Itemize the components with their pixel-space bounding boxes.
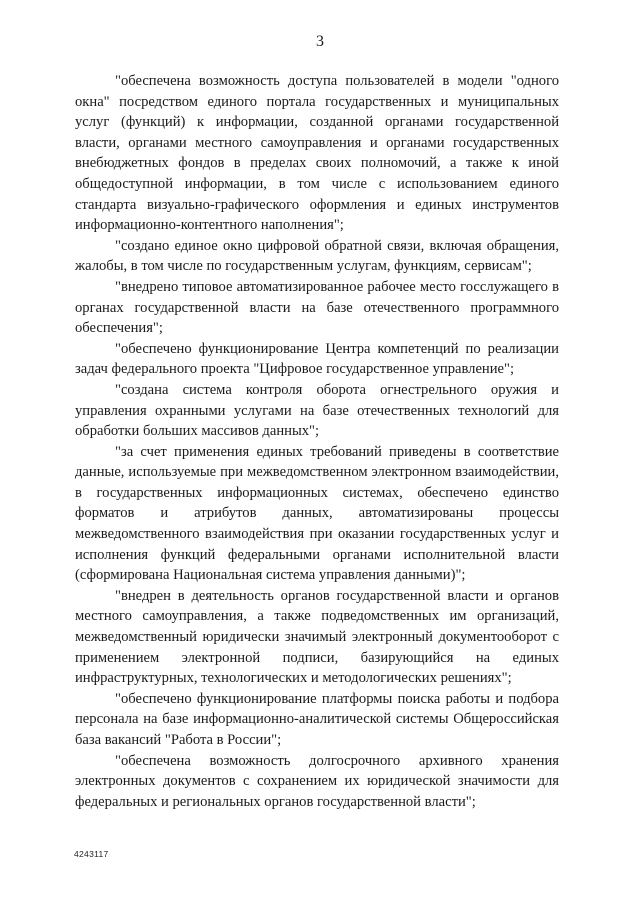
paragraph-single-window-portal: "обеспечена возможность доступа пользователей в модели "одного окна" посредством единого портала государственных и муниципальных услуг (функций) к информации, созданной органами государственной власти, органами местного самоуправления и органами государственных внебюджетных фондов в пределах своих полномочий, а также к иной общедоступной информации, в том числе с использованием единого стандарта визуально-графического оформления и единых инструментов информационно-контентного наполнения"; [75, 73, 559, 234]
paragraph-data-management-system: "за счет применения единых требований приведены в соответствие данные, используемые при межведомственном электронном взаимодействии, в государственных информационных системах, обеспечено единство форматов и атрибутов данных, автоматизированы процессы межведомственного взаимодействия при оказании государственных услуг и исполнения функций федеральными органами исполнительной власти (сформирована Национальная система управления данными)"; [75, 443, 559, 584]
paragraph-digital-feedback: "создано единое окно цифровой обратной связи, включая обращения, жалобы, в том числе по государственным услугам, функциям, сервисам"; [75, 237, 559, 275]
paragraph-weapons-control-system: "создана система контроля оборота огнестрельного оружия и управления охранными услугами на базе отечественных технологий для обработки больших массивов данных"; [75, 381, 559, 440]
document-code: 4243117 [74, 849, 109, 859]
paragraph-civil-servant-workstation: "внедрено типовое автоматизированное рабочее место госслужащего в органах государственной власти на базе отечественного программного обеспечения"; [75, 278, 559, 337]
page-number: 3 [316, 33, 324, 50]
paragraph-competence-center: "обеспечено функционирование Центра компетенций по реализации задач федерального проекта "Цифровое государственное управление"; [75, 340, 559, 378]
paragraph-job-search-platform: "обеспечено функционирование платформы поиска работы и подбора персонала на базе информационно-аналитической системы Общероссийская база вакансий "Работа в России"; [75, 690, 559, 748]
paragraph-electronic-document-flow: "внедрен в деятельность органов государственной власти и органов местного самоуправления, а также подведомственных им организаций, межведомственный юридически значимый электронный документооборот с применением электронной подписи, базирующийся на единых инфраструктурных, технологических и методологических решениях"; [75, 587, 559, 687]
paragraph-archival-storage: "обеспечена возможность долгосрочного архивного хранения электронных документов с сохранением их юридической значимости для федеральных и региональных органов государственной власти"; [75, 752, 559, 810]
document-body [75, 71, 559, 812]
